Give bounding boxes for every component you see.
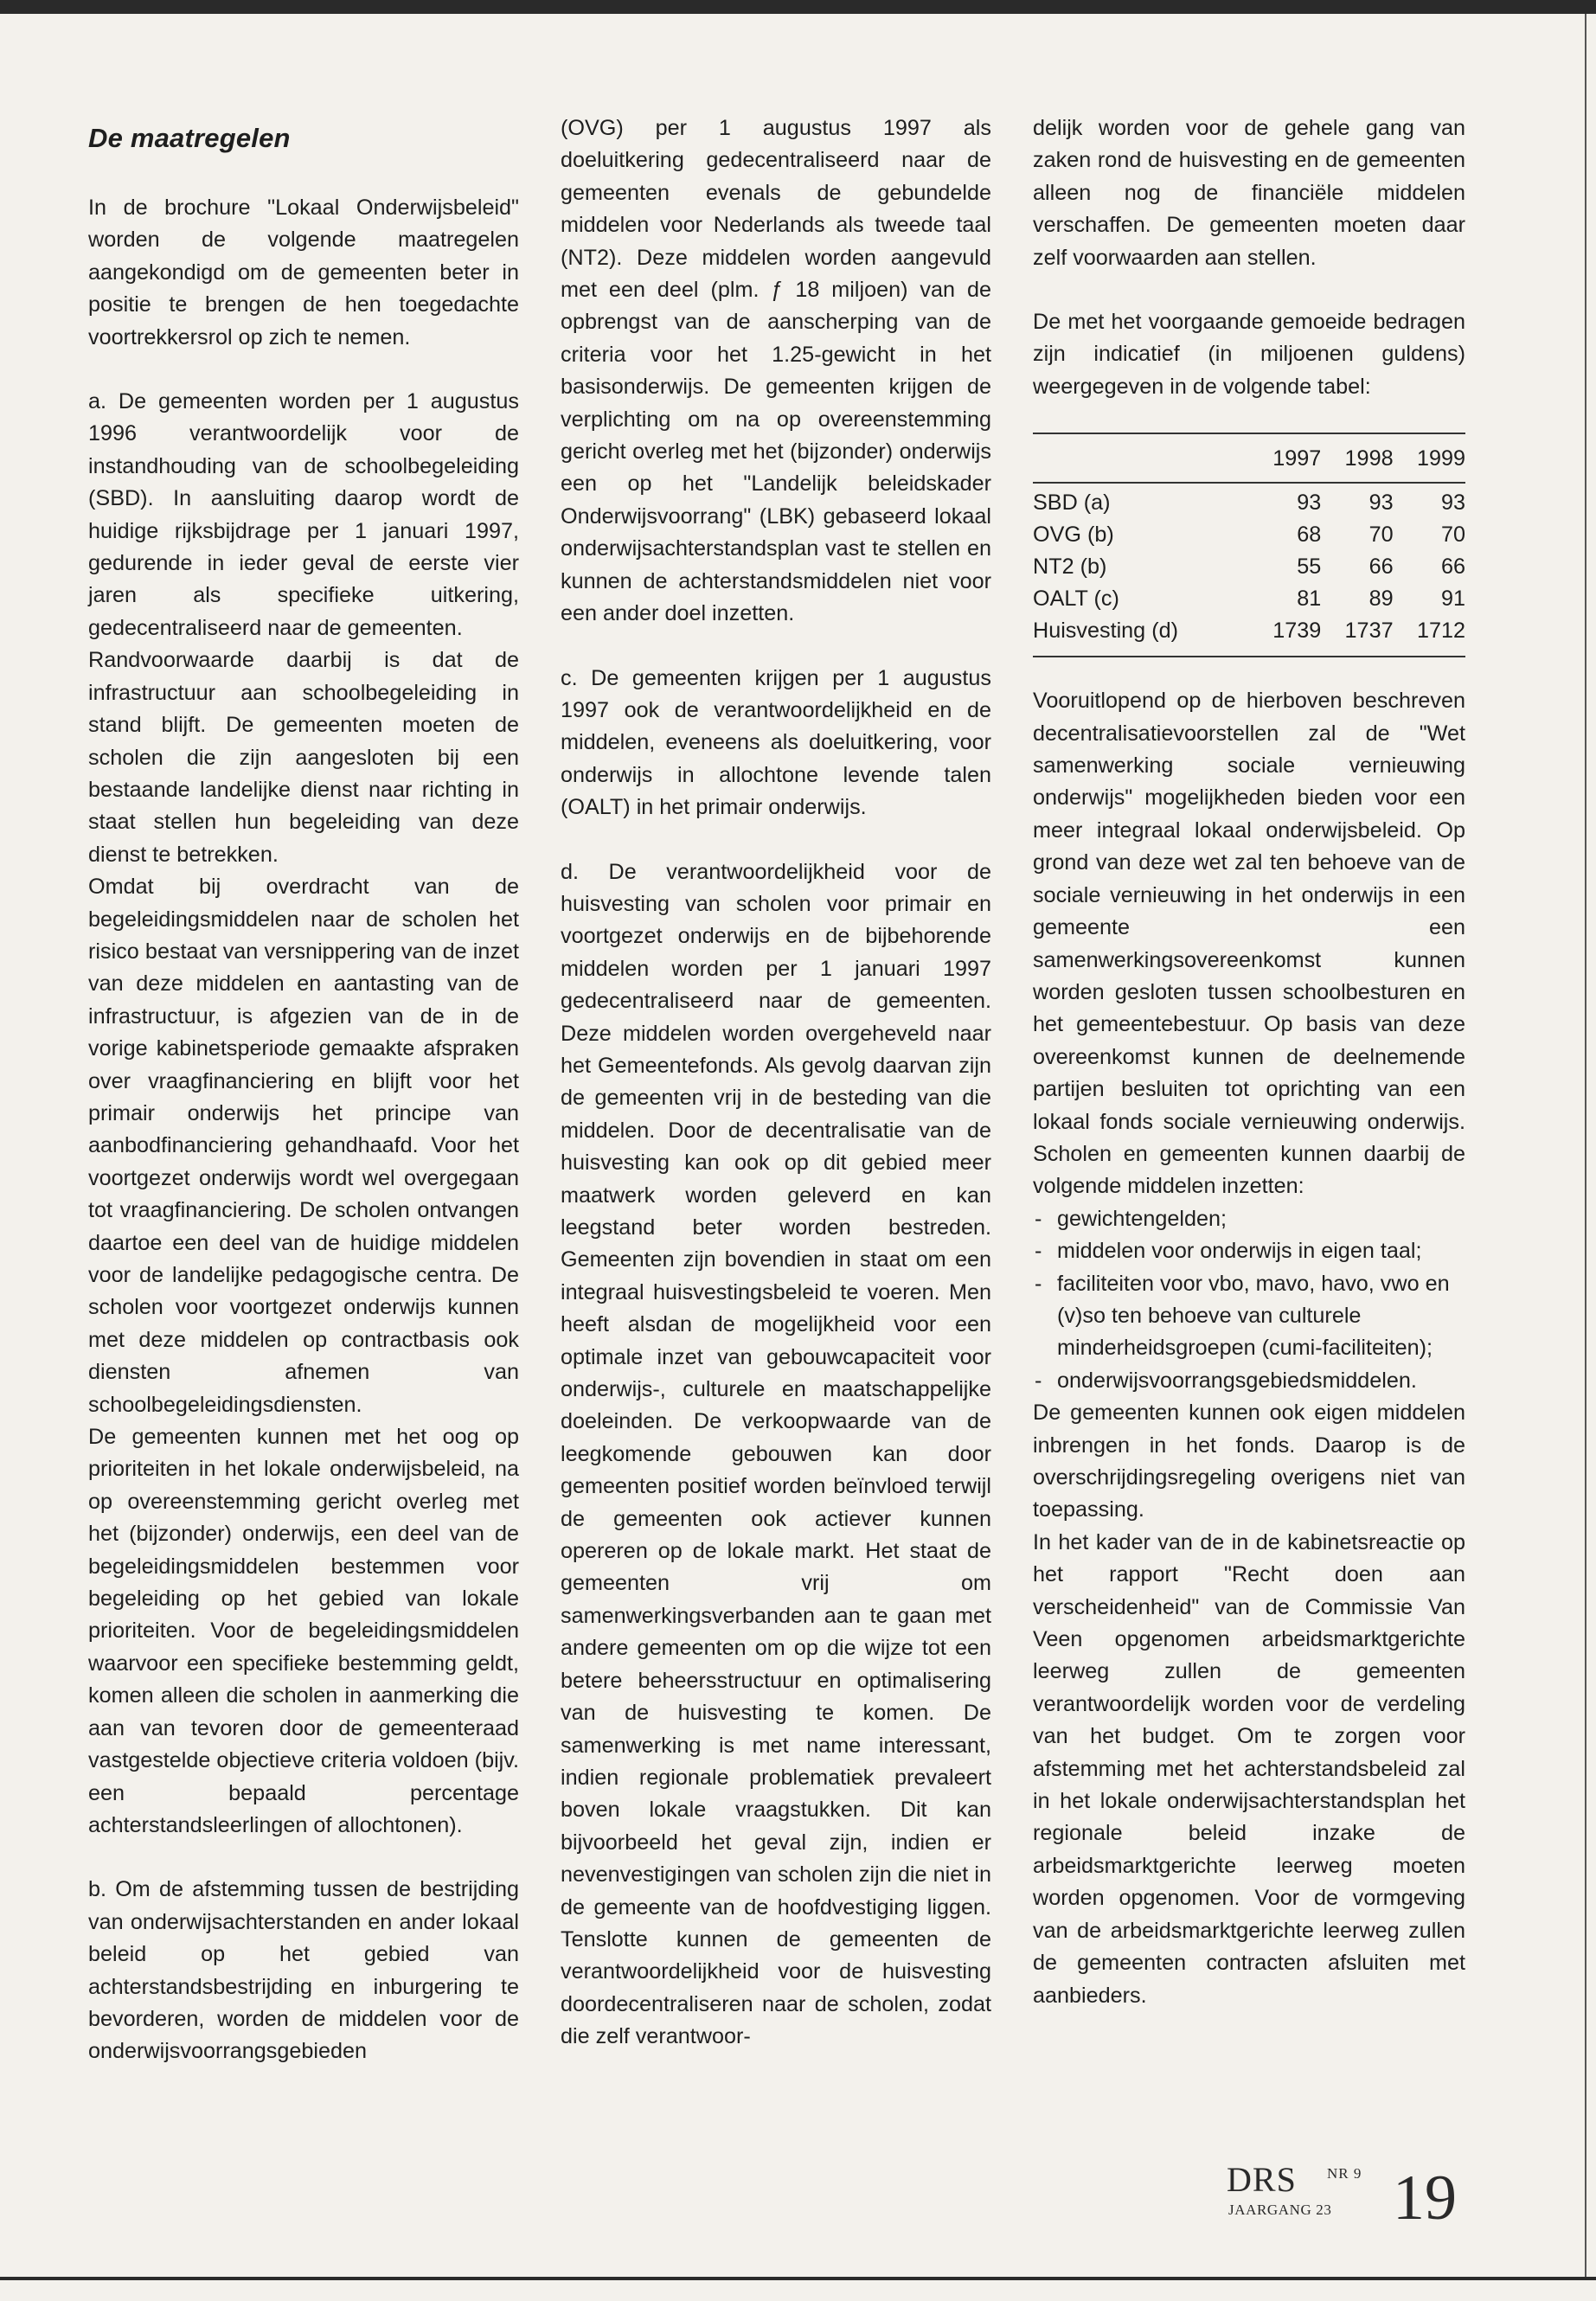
table-row [1033, 483, 1465, 519]
table-row [1033, 519, 1465, 551]
magazine-name: DRS [1227, 2160, 1297, 2199]
paragraph-wet-samenwerking: Vooruitlopend op de hierboven beschreven decentralisatievoorstellen zal de "Wet samenwerking sociale vernieuwing onderwijs" mogelijkheden bieden voor een meer integraal lokaal onderwijsbeleid. Op grond van deze wet zal ten behoeve van de sociale vernieuwing in het onderwijs in een gemeente een samenwerkingsovereenkomst kunnen worden gesloten tussen schoolbesturen en het gemeentebestuur. Op basis van deze overeenkomst kunnen de deelnemende partijen besluiten tot oprichting van een lokaal fonds sociale vernieuwing onderwijs. Scholen en gemeenten kunnen daarbij de volgende middelen inzetten: [1033, 689, 1465, 1199]
row-label: OVG (b) [1033, 522, 1114, 548]
paragraph-b: b. Om de afstemming tussen de bestrijding van onderwijsachterstanden en ander lokaal beleid op het gebied van achterstandsbestrijding en inburgering te bevorderen, worden de middelen voor de onderwijsvoorrangsgebieden [88, 1877, 519, 2064]
paragraph-c: c. De gemeenten krijgen per 1 augustus 1997 ook de verantwoordelijkheid en de middelen, eveneens als doeluitkering, voor onderwijs in allochtone levende talen (OALT) in het primair onderwijs. [561, 665, 991, 820]
column-1 [88, 112, 519, 2068]
cell-1998: 93 [1368, 490, 1394, 516]
cell-1998: 66 [1368, 554, 1394, 580]
page-number: 19 [1393, 2163, 1457, 2234]
cell-1998: 89 [1368, 586, 1394, 612]
paragraph-a-overdracht: Omdat bij overdracht van de begeleidingsmiddelen naar de scholen het risico bestaat van versnippering van de inzet van deze middelen en aantasting van de infrastructuur, is afgezien van de in de vorige kabinetsperiode gemaakte afspraken over vraagfinanciering en blijft voor het primair onderwijs het principe van aanbodfinanciering gehandhaafd. Voor het voortgezet onderwijs wordt wel overgegaan tot vraagfinanciering. De scholen ontvangen daartoe een deel van de huidige middelen voor de landelijke pedagogische centra. De scholen voor voortgezet onderwijs kunnen met deze middelen op contractbasis ook diensten afnemen van schoolbegeleidingsdiensten. [88, 875, 519, 1417]
paragraph-d: d. De verantwoordelijkheid voor de huisvesting van scholen voor primair en voortgezet onderwijs en de bijbehorende middelen worden per 1 januari 1997 gedecentraliseerd naar de gemeenten. Deze middelen worden overgeheveld naar het Gemeentefonds. Als gevolg daarvan zijn de gemeenten vrij in de besteding van die middelen. Door de decentralisatie van de huisvesting kan ook op dit gebied meer maatwerk worden geleverd en kan leegstand beter worden bestreden. Gemeenten zijn bovendien in staat om een integraal huisvestingsbeleid te voeren. Men heeft alsdan de mogelijkheid voor een optimale inzet van gebouwcapaciteit voor onderwijs-, culturele en maatschappelijke doeleinden. De verkoopwaarde van de leegkomende gebouwen kan door gemeenten positief worden beïnvloed terwijl de gemeenten ook actiever kunnen opereren op de lokale markt. Het staat de gemeenten vrij om samenwerkingsverbanden aan te gaan met andere gemeenten om op die wijze tot een betere beheersstructuur en optimalisering van de huisvesting te komen. De samenwerking is met name interessant, indien regionale problematiek prevaleert boven lokale vraagstukken. Dit kan bijvoorbeeld het geval zijn, indien er nevenvestigingen van scholen zijn die niet in de gemeente van de hoofdvestiging liggen. Tenslotte kunnen de gemeenten de verantwoordelijkheid voor de huisvesting doordecentraliseren naar de scholen, zodat die zelf verantwoor- [561, 859, 991, 2049]
paragraph-a: a. De gemeenten worden per 1 augustus 1996 verantwoordelijk voor de instandhouding van de schoolbegeleiding (SBD). In aansluiting daarop wordt de huidige rijksbijdrage per 1 januari 1997, gedurende in ieder geval de eerste vier jaren als specifieke uitkering, gedecentraliseerd naar de gemeenten. [88, 389, 519, 640]
cell-1997: 68 [1297, 522, 1322, 548]
table-header-1999: 1999 [1416, 446, 1465, 471]
row-label: Huisvesting (d) [1033, 619, 1178, 644]
paragraph-b-continued: (OVG) per 1 augustus 1997 als doeluitkering gedecentraliseerd naar de gemeenten evenals de gebundelde middelen voor Nederlands als tweede taal (NT2). Deze middelen worden aangevuld met een deel (plm. ƒ 18 miljoen) van de opbrengst van de aanscherping van de criteria voor het 1.25-gewicht in het basisonderwijs. De gemeenten krijgen de verplichting om na op overeenstemming gericht overleg met het (bijzonder) onderwijs een op het "Landelijk beleidskader Onderwijsvoorrang" (LBK) gebaseerd lokaal onderwijsachterstandsplan vast te stellen en kunnen de achterstandsmiddelen niet voor een ander doel inzetten. [561, 116, 991, 626]
cell-1998: 70 [1368, 522, 1394, 548]
paragraph-d-continued: delijk worden voor de gehele gang van zaken rond de huisvesting en de gemeenten alleen nog de financiële middelen verschaffen. De gemeenten moeten daar zelf voorwaarden aan stellen. [1033, 116, 1465, 270]
column-3 [1033, 112, 1465, 2012]
section-heading: De maatregelen [88, 123, 291, 153]
cell-1999: 91 [1440, 586, 1465, 612]
row-label: OALT (c) [1033, 586, 1119, 612]
table-header-1997: 1997 [1272, 446, 1322, 471]
paragraph-a-prioriteiten: De gemeenten kunnen met het oog op prioriteiten in het lokale onderwijsbeleid, na op overeenstemming gericht overleg met het (bijzonder) onderwijs, een deel van de begeleidingsmiddelen bestemmen voor begeleiding op het gebied van lokale prioriteiten. Voor de begeleidingsmiddelen waarvoor een specifieke bestemming geldt, komen alleen die scholen in aanmerking die aan van tevoren door de gemeenteraad vastgestelde objectieve criteria voldoen (bijv. een bepaald percentage achterstandsleerlingen of allochtonen). [88, 1425, 519, 1837]
table-header-blank [1033, 433, 1249, 483]
cell-1997: 55 [1297, 554, 1322, 580]
column-2 [561, 112, 991, 2054]
cell-1997: 93 [1297, 490, 1322, 516]
table-header-row [1033, 433, 1465, 483]
cell-1998: 1737 [1344, 619, 1394, 644]
middelen-list [1033, 1203, 1465, 1397]
cell-1997: 1739 [1272, 619, 1322, 644]
cell-1999: 93 [1440, 490, 1465, 516]
table-header-1998: 1998 [1344, 446, 1394, 471]
list-item: - faciliteiten voor vbo, mavo, havo, vwo en (v)so ten behoeve van culturele minderheidsgroepen (cumi-faciliteiten); [1033, 1268, 1465, 1365]
page-footer [1227, 2161, 1486, 2239]
paragraph-a-randvoorwaarde: Randvoorwaarde daarbij is dat de infrastructuur aan schoolbegeleiding in stand blijft. De gemeenten moeten de scholen die zijn aangesloten bij een bestaande landelijke dienst naar richting in staat stellen hun begeleiding van deze dienst te betrekken. [88, 648, 519, 867]
bottom-border [0, 2277, 1596, 2280]
row-label: SBD (a) [1033, 490, 1111, 516]
cell-1999: 66 [1440, 554, 1465, 580]
intro-paragraph: In de brochure "Lokaal Onderwijsbeleid" worden de volgende maatregelen aangekondigd om de gemeenten beter in positie te brengen de hen toegedachte voortrekkersrol op zich te nemen. [88, 195, 519, 349]
cell-1997: 81 [1297, 586, 1322, 612]
top-border [0, 0, 1596, 14]
budget-table [1033, 433, 1465, 657]
table-row [1033, 615, 1465, 657]
list-item: - onderwijsvoorrangsgebiedsmiddelen. [1033, 1365, 1465, 1397]
issue-number: NR 9 [1327, 2165, 1362, 2182]
cell-1999: 1712 [1416, 619, 1465, 644]
table-row [1033, 551, 1465, 583]
right-border [1585, 14, 1586, 2277]
list-item: - gewichtengelden; [1033, 1203, 1465, 1235]
paragraph-arbeidsmarkt: In het kader van de in de kabinetsreactie op het rapport "Recht doen aan verscheidenheid" van de Commissie Van Veen opgenomen arbeidsmarktgerichte leerweg zullen de gemeenten verantwoordelijk worden voor de verdeling van het budget. Om te zorgen voor afstemming met het achterstandsbeleid zal in het lokale onderwijsachterstandsplan het regionale beleid inzake de arbeidsmarktgerichte leerweg moeten worden opgenomen. Voor de vormgeving van de arbeidsmarktgerichte leerweg zullen de gemeenten contracten afsluiten met aanbieders. [1033, 1529, 1465, 2008]
table-intro: De met het voorgaande gemoeide bedragen zijn indicatief (in miljoenen guldens) weergegeven in de volgende tabel: [1033, 310, 1465, 399]
list-item: - middelen voor onderwijs in eigen taal; [1033, 1235, 1465, 1267]
table-row [1033, 583, 1465, 615]
volume-label: JAARGANG 23 [1228, 2202, 1332, 2218]
row-label: NT2 (b) [1033, 554, 1107, 580]
paragraph-eigen-middelen: De gemeenten kunnen ook eigen middelen inbrengen in het fonds. Daarop is de overschrijdingsregeling overigens niet van toepassing. [1033, 1400, 1465, 1522]
cell-1999: 70 [1440, 522, 1465, 548]
